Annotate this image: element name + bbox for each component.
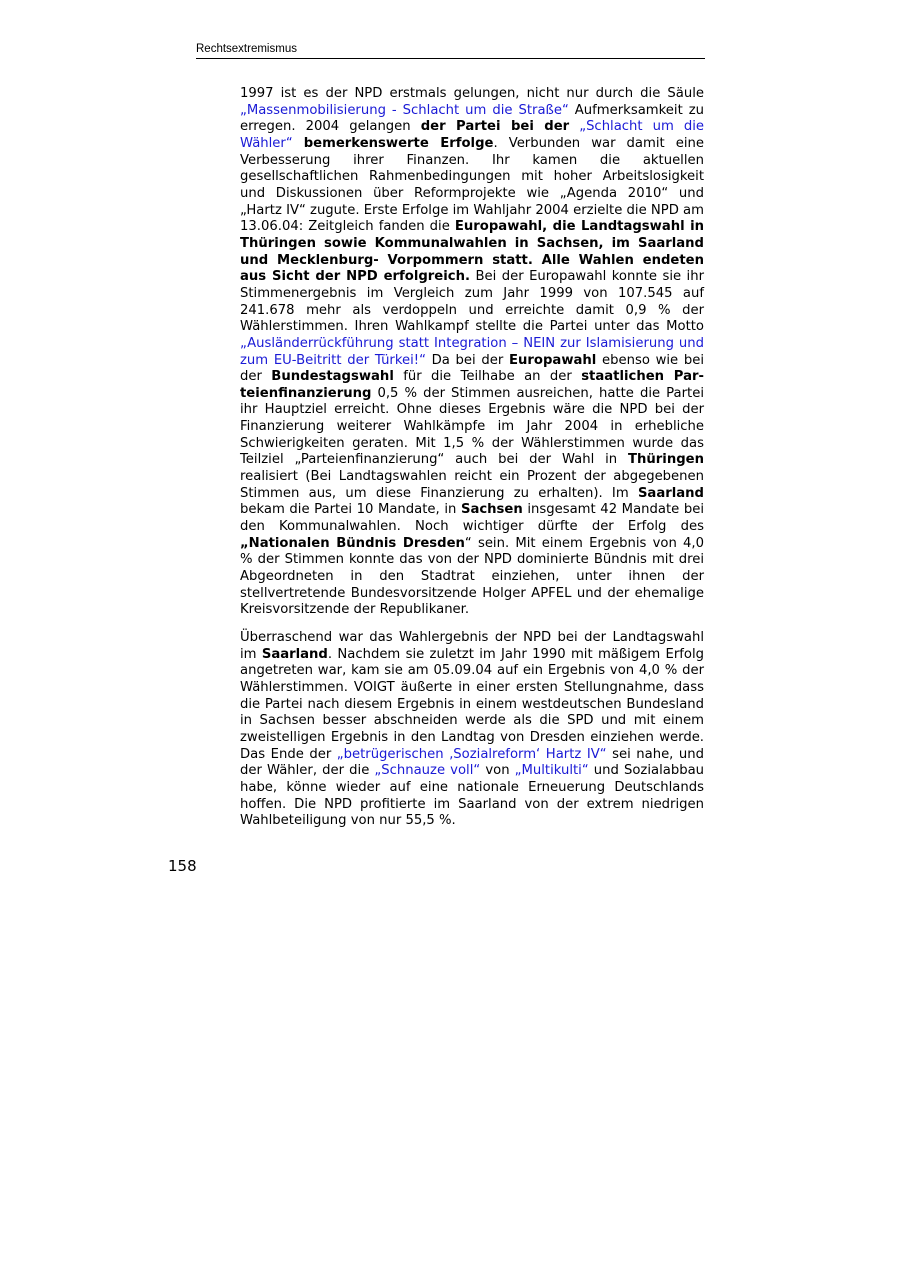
text-span: 1997 ist es der NPD erstmals gelungen, nicht nur durch die Säule bbox=[240, 86, 704, 101]
text-span bbox=[293, 136, 304, 151]
text-span: . Nachdem sie zuletzt im Jahr 1990 mit mäßigem Erfolg angetreten war, kam sie am 05.09.04 auf ein Ergebnis von 4,0 % der Wählerstimmen. VOIGT äußerte in einer ersten Stellungnahme, dass die Partei nach diesem Ergebnis in einem westdeutschen Bundesland in Sachsen besser abschneiden werde als die SPD und mit einem zweistelligen Ergebnis in den Landtag von Dresden einziehen werde. Das Ende der bbox=[240, 646, 704, 762]
text-span: insgesamt 42 Mandate bei den Kommunalwahlen. Noch wichtiger dürfte der Erfolg des bbox=[240, 502, 704, 535]
running-header bbox=[196, 42, 705, 59]
text-span: . Verbunden war damit eine Verbesserung ihrer Finanzen. Ihr kamen die aktuellen gesellschaftlichen Rahmenbedingungen mit hoher Arbeitslosigkeit und Diskussionen über Reformprojekte wie „Agenda 2010“ und „Hartz IV“ zugute. Erste Erfolge im Wahljahr 2004 erzielte die NPD am 13.06.04: Zeitgleich fanden die bbox=[240, 135, 704, 235]
text-span: “ sein. Mit einem Ergebnis von 4,0 % der Stimmen konnte das von der NPD dominierte Bündnis mit drei Abgeordneten in den Stadtrat einziehen, unter ihnen der stellvertretende Bundesvorsitzende Holger APFEL und der ehemalige Kreisvorsitzende der Republikaner. bbox=[240, 535, 704, 618]
text-span: Da bei der bbox=[425, 352, 510, 368]
bold-phrase: Saarland bbox=[637, 485, 704, 501]
bold-phrase: Europawahl bbox=[509, 352, 597, 368]
quote-schnauze-voll: „Schnauze voll“ bbox=[374, 763, 481, 779]
bold-phrase: Sachsen bbox=[460, 502, 523, 518]
paragraph-2 bbox=[240, 630, 704, 830]
quote-motto: „Ausländerrückführung statt Integration – NEIN zur Islamisierung und zum EU-Beitritt der Türkei!“ bbox=[240, 335, 704, 368]
body-text bbox=[240, 86, 704, 841]
text-span: für die Teilhabe an der bbox=[393, 369, 582, 385]
text-span: Überraschend war das Wahlergebnis der NPD bei der Landtagswahl im bbox=[240, 630, 704, 662]
text-span bbox=[569, 119, 579, 134]
quote-massenmobilisierung: „Massenmobilisierung - Schlacht um die Straße“ bbox=[240, 102, 569, 118]
quote-sozialreform: „betrügerischen ‚Sozialreform‘ Hartz IV“ bbox=[336, 746, 607, 762]
bold-phrase: „Nationalen Bündnis Dresden bbox=[240, 535, 465, 551]
running-header-title: Rechtsextremismus bbox=[196, 43, 297, 55]
text-span: ebenso wie bei der bbox=[240, 352, 705, 385]
text-span: 0,5 % der Stimmen ausreichen, hatte die Partei ihr Hauptziel erreicht. Ohne dieses Ergebnis wäre die NPD bei der Finanzierung weiterer Wahlkämpfe im Jahr 2004 in erhebliche Schwierigkeiten geraten. Mit 1,5 % der Wählerstimmen wurde das Teilziel „Parteienfinanzierung“ auch bei der Wahl in bbox=[240, 385, 704, 468]
bold-phrase: Bundestagswahl bbox=[271, 369, 394, 385]
text-span: von bbox=[480, 763, 515, 779]
quote-schlacht-um-die-waehler: „Schlacht um die Wähler“ bbox=[240, 119, 705, 151]
paragraph-1 bbox=[240, 86, 704, 619]
bold-phrase: Saarland bbox=[261, 646, 328, 662]
text-span: bekam die Partei 10 Mandate, in bbox=[240, 502, 461, 518]
text-span: Bei der Europawahl konnte sie ihr Stimmenergebnis im Vergleich zum Jahr 1999 von 107.545 auf 241.678 mehr als verdoppeln und erreichte damit 0,9 % der Wählerstimmen. Ihren Wahlkampf stellte die Partei unter das Motto bbox=[240, 269, 704, 335]
quote-multikulti: „Multikulti“ bbox=[514, 763, 589, 779]
text-span: sei nahe, und der Wähler, der die bbox=[240, 746, 704, 779]
bold-phrase: Thüringen bbox=[628, 452, 704, 468]
bold-phrase: staatlichen Parteienfinanzierung bbox=[240, 369, 705, 401]
text-span: Aufmerksamkeit zu erregen. 2004 gelangen bbox=[240, 102, 705, 135]
text-span: und Sozialabbau habe, könne wieder auf eine nationale Erneuerung Deutschlands hoffen. Die NPD profitierte im Saarland von der extrem niedrigen Wahlbeteiligung von nur 55,5 %. bbox=[240, 763, 705, 829]
page-number: 158 bbox=[168, 857, 197, 875]
bold-phrase: der Partei bei der bbox=[420, 119, 570, 135]
bold-phrase: Europawahl, die Landtagswahl in Thüringen sowie Kommunalwahlen in Sachsen, im Saarland und Mecklenburg- Vorpommern statt. Alle Wahlen endeten aus Sicht der NPD erfolgreich. bbox=[240, 219, 704, 285]
text-span: realisiert (Bei Landtagswahlen reicht ein Prozent der abgegebenen Stimmen aus, um diese Finanzierung zu erhalten). Im bbox=[240, 469, 704, 501]
bold-phrase: bemerkenswerte Erfolge bbox=[303, 135, 494, 151]
